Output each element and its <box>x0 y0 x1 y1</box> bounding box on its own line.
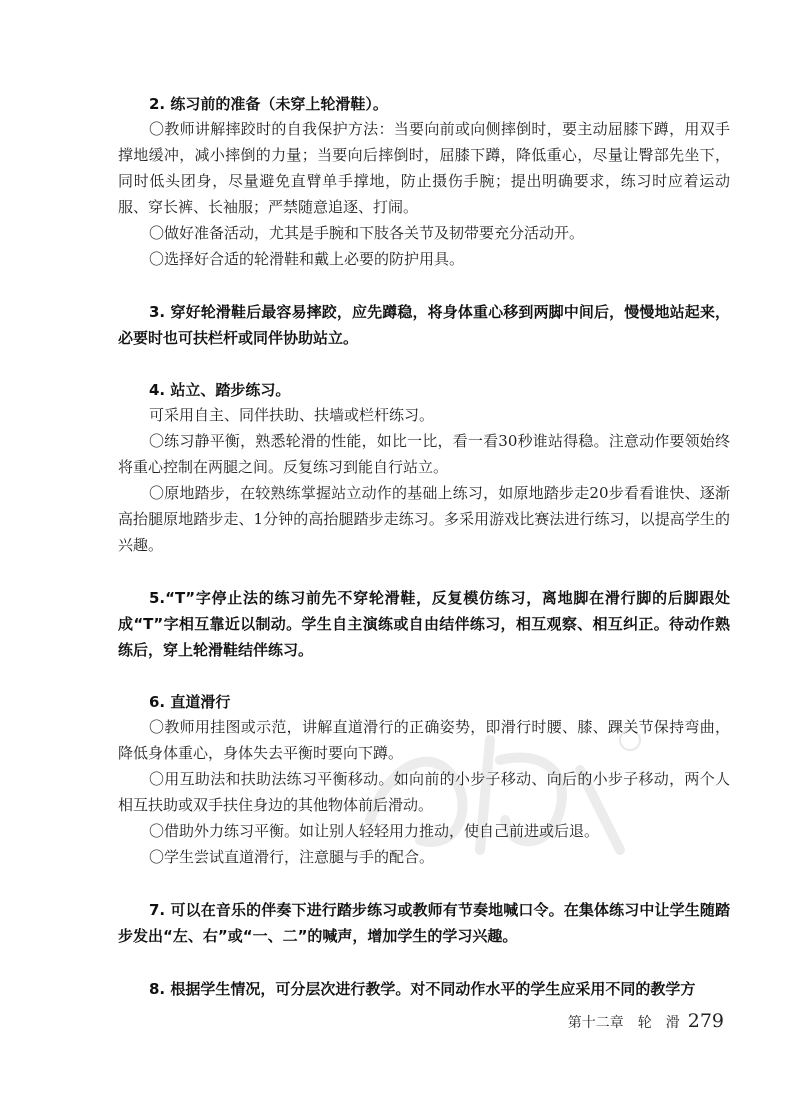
bold-paragraph: 8. 根据学生情况，可分层次进行教学。对不同动作水平的学生应采用不同的教学方 <box>149 980 696 998</box>
paragraph: 〇教师讲解摔跤时的自我保护方法：当要向前或向侧摔倒时，要主动屈膝下蹲，用双手撑地缓冲，减小摔倒的力量；当要向后摔倒时，屈膝下蹲，降低重心，尽量让臀部先坐下，同时低头团身，尽量避免直臂单手撑地，防止摄伤手腕；提出明确要求，练习时应着运动服、穿长裤、长袖服；严禁随意追逐、打闹。 <box>118 120 730 216</box>
spacer <box>118 870 730 897</box>
section-4 <box>118 378 730 558</box>
spacer <box>118 949 730 976</box>
spacer <box>118 351 730 378</box>
paragraph: 〇借助外力练习平衡。如让别人轻轻用力推动，使自己前进或后退。 <box>149 822 600 840</box>
spacer <box>118 272 730 299</box>
paragraph: 〇用互助法和扶助法练习平衡移动。如向前的小步子移动、向后的小步子移动，两个人相互扶助或双手扶住身边的其他物体前后滑动。 <box>118 770 730 814</box>
page-number: 279 <box>687 1010 724 1032</box>
page-footer <box>568 1010 724 1032</box>
page-content <box>118 92 730 1002</box>
paragraph: 〇练习静平衡，熟悉轮滑的性能，如比一比，看一看30秒谁站得稳。注意动作要领始终将重心控制在两腿之间。反复练习到能自行站立。 <box>118 432 730 476</box>
section-heading: 2. 练习前的准备（未穿上轮滑鞋）。 <box>149 95 388 113</box>
paragraph: 可采用自主、同伴扶助、扶墙或栏杆练习。 <box>149 406 435 424</box>
section-7 <box>118 897 730 949</box>
paragraph: 〇学生尝试直道滑行，注意腿与手的配合。 <box>149 848 435 866</box>
paragraph: 〇原地踏步，在较熟练掌握站立动作的基础上练习，如原地踏步走20步看看谁快、逐渐高抬腿原地踏步走、1分钟的高抬腿踏步走练习。多采用游戏比赛法进行练习，以提高学生的兴趣。 <box>118 484 730 554</box>
section-heading: 4. 站立、踏步练习。 <box>149 381 291 399</box>
section-8 <box>118 976 730 1002</box>
spacer <box>118 663 730 690</box>
bold-paragraph: 7. 可以在音乐的伴奏下进行踏步练习或教师有节奏地喊口令。在集体练习中让学生随踏步发出“左、右”或“一、二”的喊声，增加学生的学习兴趣。 <box>118 901 730 945</box>
section-heading: 6. 直道滑行 <box>149 693 231 711</box>
bold-paragraph: 3. 穿好轮滑鞋后最容易摔跤，应先蹲稳，将身体重心移到两脚中间后，慢慢地站起来，必要时也可扶栏杆或同伴协助站立。 <box>118 303 730 347</box>
section-5 <box>118 585 730 663</box>
chapter-title: 第十二章 轮 滑 <box>567 1015 680 1031</box>
bold-paragraph: 5.“T”字停止法的练习前先不穿轮滑鞋，反复模仿练习，离地脚在滑行脚的后脚跟处成“T”字相互靠近以制动。学生自主演练或自由结伴练习，相互观察、相互纠正。待动作熟练后，穿上轮滑鞋结伴练习。 <box>118 589 730 659</box>
paragraph: 〇做好准备活动，尤其是手腕和下肢各关节及韧带要充分活动开。 <box>149 224 585 242</box>
section-6 <box>118 690 730 870</box>
paragraph: 〇教师用挂图或示范，讲解直道滑行的正确姿势，即滑行时腰、膝、踝关节保持弯曲，降低身体重心，身体失去平衡时要向下蹲。 <box>118 718 730 762</box>
section-3 <box>118 299 730 351</box>
paragraph: 〇选择好合适的轮滑鞋和戴上必要的防护用具。 <box>149 250 465 268</box>
section-2 <box>118 92 730 272</box>
spacer <box>118 558 730 585</box>
